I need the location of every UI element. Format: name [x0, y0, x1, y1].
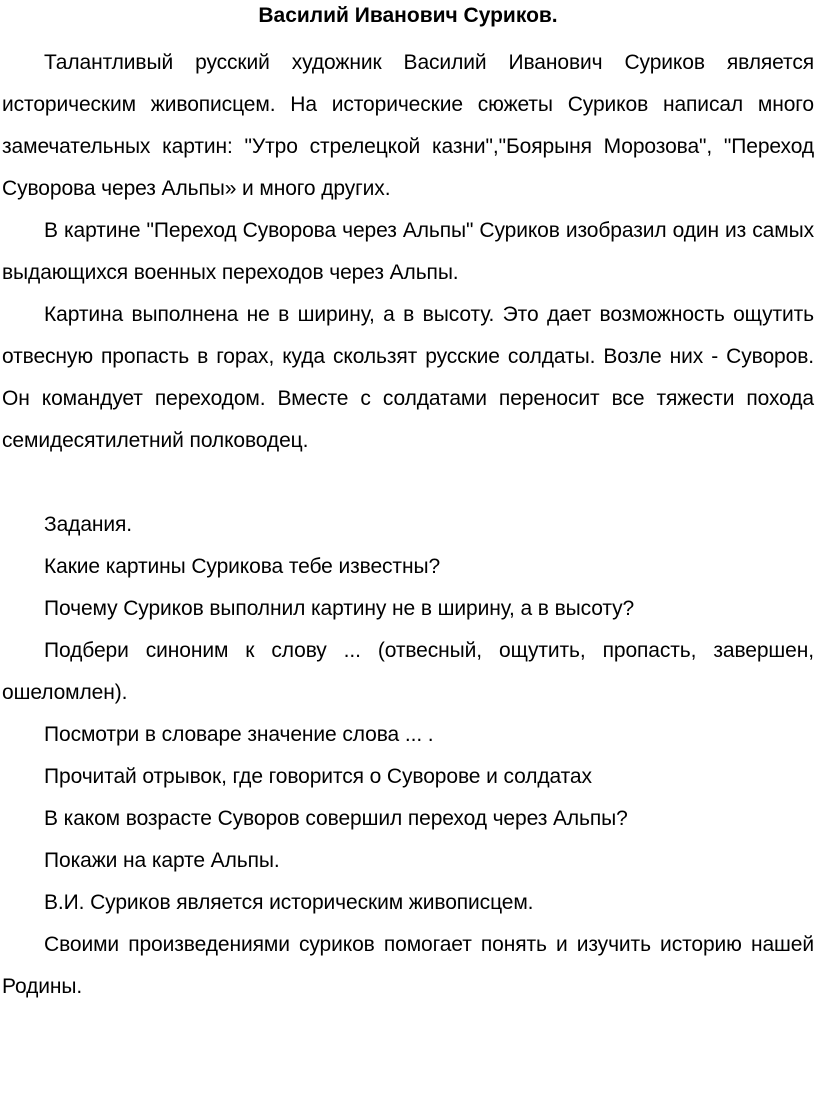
task-item: Почему Суриков выполнил картину не в ширину, а в высоту? [44, 597, 635, 620]
task-item: Своими произведениями суриков помогает понять и изучить историю нашей Родины. [2, 933, 814, 998]
tasks-heading: Задания. [44, 513, 133, 536]
paragraph-painting: В картине "Переход Суворова через Альпы" Суриков изобразил один из самых выдающихся военных переходов через Альпы. [2, 219, 814, 284]
paragraph-intro: Талантливый русский художник Василий Иванович Суриков является историческим живописцем. На исторические сюжеты Суриков написал много замечательных картин: "Утро стрелецкой казни","Боярыня Морозова", "Переход Суворова через Альпы» и много других. [2, 51, 814, 200]
document-title: Василий Иванович Суриков. [258, 4, 558, 27]
task-item: Посмотри в словаре значение слова ... . [44, 723, 434, 746]
task-item: Какие картины Сурикова тебе известны? [44, 555, 441, 578]
paragraph-composition: Картина выполнена не в ширину, а в высоту. Это дает возможность ощутить отвесную пропасть в горах, куда скользят русские солдаты. Возле них - Суворов. Он командует переходом. Вместе с солдатами переносит все тяжести похода семидесятилетний полководец. [2, 303, 814, 452]
task-item: Прочитай отрывок, где говорится о Суворове и солдатах [44, 765, 592, 788]
task-item: Покажи на карте Альпы. [44, 849, 280, 872]
task-item: Подбери синоним к слову ... (отвесный, ощутить, пропасть, завершен, ошеломлен). [2, 639, 814, 704]
blank-line [2, 462, 814, 504]
task-item: В.И. Суриков является историческим живописцем. [44, 891, 534, 914]
task-item: В каком возрасте Суворов совершил переход через Альпы? [44, 807, 628, 830]
